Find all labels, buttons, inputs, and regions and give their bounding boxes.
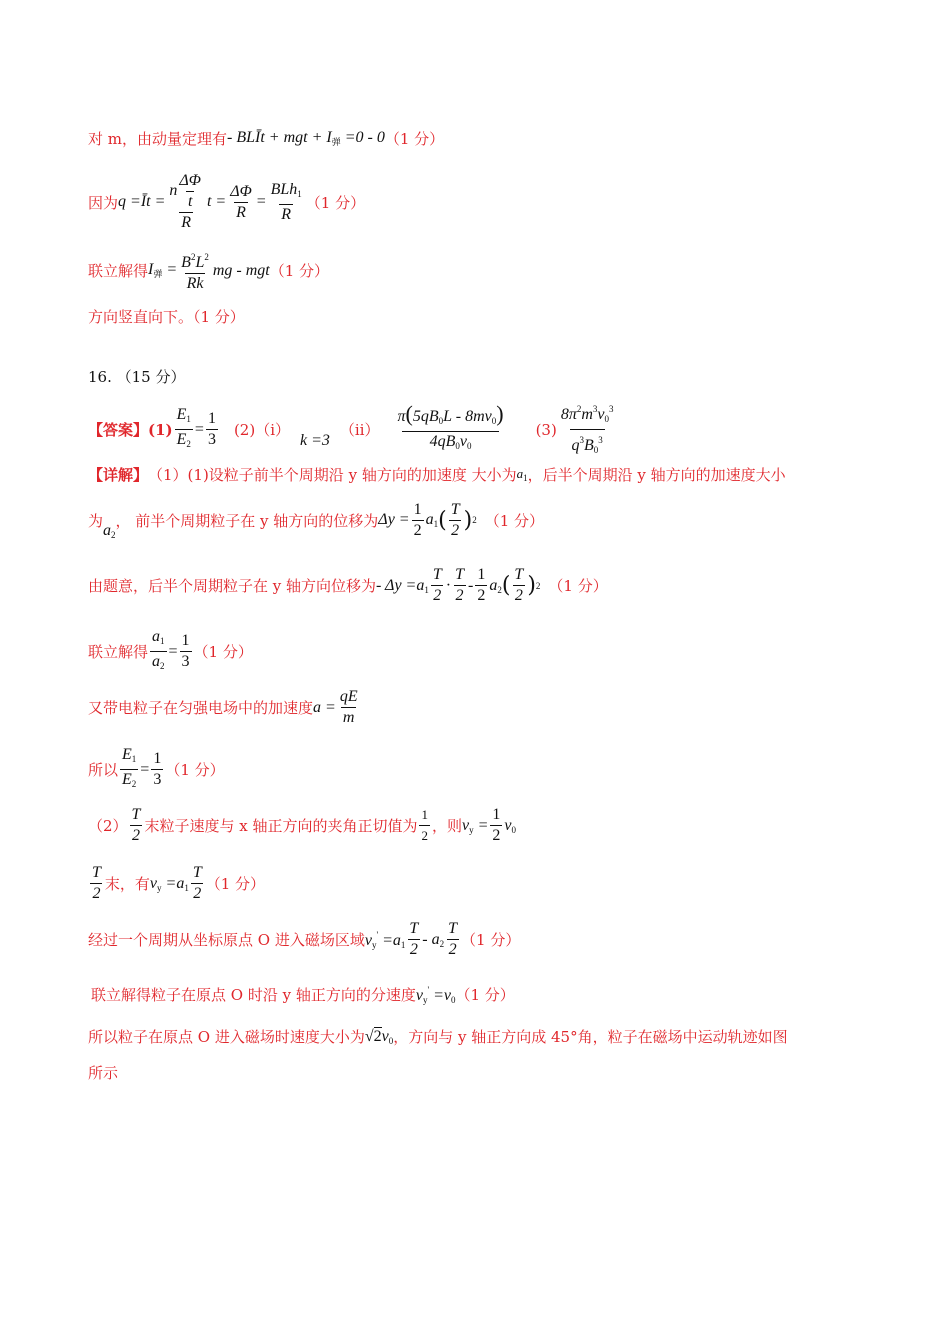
line-solve-impulse: 联立解得 $I_弹$ = $\frac{B^2L^2}{Rk}$ mg - mgt （1 分） xyxy=(88,248,329,293)
detail-line-9: 经过一个周期从坐标原点 O 进入磁场区域 $v_y' =a_1$ $\frac{T}{2}$ - $a_2$ $\frac{T}{2}$ （1 分） xyxy=(88,920,521,958)
answer-line: 【答案】(1) $\frac{E_1}{E_2}$ = $\frac{1}{3}$ (2)（ⅰ） k =3 （ⅱ） $\frac{\pi(5qB_0L - 8mv_0)}{4qB_0v_0}$ (3) $\frac{8\pi^2m^3v_0^3}{q^3B_0^3}$ xyxy=(88,400,618,459)
fraction: $\frac{BLh_1}{R}$ xyxy=(270,180,302,223)
line-momentum-theorem xyxy=(88,128,444,149)
equation: - BLĪt + mgt + $I_弹 =0 - 0$ xyxy=(227,129,385,147)
detail-line-7: （2） $\frac{T}{2}$ 末粒子速度与 x 轴正方向的夹角正切值为 $\frac{1}{2}$ ，则 $v_y$ = $\frac{1}{2}$ $v_0$ xyxy=(88,806,516,844)
score: （1 分） xyxy=(384,130,445,148)
detail-label: 【详解】 xyxy=(88,466,149,484)
detail-line-5: 又带电粒子在匀强电场中的加速度 a = $\frac{qE}{m}$ xyxy=(88,688,358,726)
text: 方向竖直向下。（1 分） xyxy=(88,308,245,326)
detail-line-8: $\frac{T}{2}$ 末，有 $v_y =a_1$ $\frac{T}{2}$ （1 分） xyxy=(92,864,266,902)
detail-line-4: 联立解得 $\frac{a_1}{a_2}$ = $\frac{1}{3}$ （1 分） xyxy=(88,628,253,675)
answer-label: 【答案】(1) xyxy=(88,421,173,439)
fraction: $\frac{\Delta\Phi}{R}$ xyxy=(230,182,252,221)
detail-line-11: 所以粒子在原点 O 进入磁场时速度大小为 √2 $v_0$ ，方向与 y 轴正方向成 45°角，粒子在磁场中运动轨迹如图 xyxy=(88,1027,788,1046)
detail-line-2: 为 $a_2$ ， 前半个周期粒子在 y 轴方向的位移为 Δy = $\frac{1}{2}$ $a_1$ ( $\frac{T}{2}$ ) 2 （1 分） xyxy=(88,500,544,540)
line-direction xyxy=(88,306,245,327)
fraction: $\frac{B^2L^2}{Rk}$ xyxy=(181,252,209,292)
line-charge: 因为 q =Īt = n $\frac{\Delta\Phi}{t}$ R t = $\frac{\Delta\Phi}{R}$ = $\frac{BLh_1}{R}$ （1 分） xyxy=(88,172,366,231)
score: （1 分） xyxy=(305,193,366,212)
equation: q =Īt = xyxy=(118,193,166,210)
question-16 xyxy=(88,366,185,387)
fraction: n $\frac{\Delta\Phi}{t}$ R xyxy=(169,172,201,231)
detail-line-12: 所示 xyxy=(88,1064,119,1082)
text: 对 m，由动量定理有 xyxy=(88,130,227,148)
question-number: 16. （15 分） xyxy=(88,368,186,386)
text: 联立解得 xyxy=(88,262,149,280)
detail-line-1: 【详解】 （1）(1)设粒子前半个周期沿 y 轴方向的加速度 大小为 $a_1$ ，后半个周期沿 y 轴方向的加速度大小 xyxy=(88,466,786,484)
text: 因为 xyxy=(88,193,119,212)
detail-line-10: 联立解得粒子在原点 O 时沿 y 轴正方向的分速度 $v_y' =v_0$ （1 分） xyxy=(91,984,515,1005)
score: （1 分） xyxy=(269,262,330,280)
detail-line-3: 由题意，后半个周期粒子在 y 轴方向位移为 - $\Delta y =a_1$ $\frac{T}{2}$ · $\frac{T}{2}$ - $\frac{1}{2}$ $a_2$ ( $\frac{T}{2}$ ) 2 （1 分） xyxy=(88,566,608,604)
detail-line-6: 所以 $\frac{E_1}{E_2}$ = $\frac{1}{3}$ （1 分） xyxy=(88,746,225,793)
